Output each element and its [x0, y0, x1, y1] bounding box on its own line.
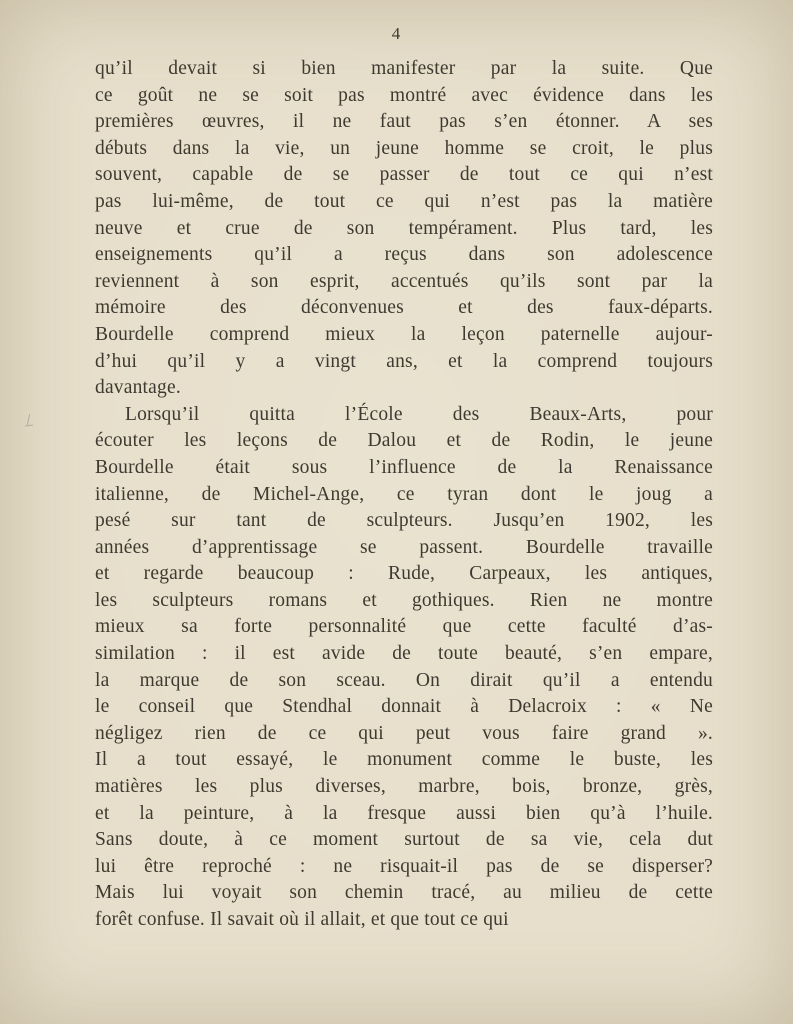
text-line: pas lui-même, de tout ce qui n’est pas la matière — [95, 190, 713, 212]
text-line: ce goût ne se soit pas montré avec évidence dans les — [95, 84, 713, 106]
margin-pencil-mark — [24, 414, 36, 430]
text-line: souvent, capable de se passer de tout ce qui n’est — [95, 164, 713, 186]
text-line: Il a tout essayé, le monument comme le buste, les — [95, 749, 713, 771]
text-line: d’hui qu’il y a vingt ans, et la comprend toujours — [95, 350, 713, 372]
paragraph — [95, 56, 713, 402]
text-line: italienne, de Michel-Ange, ce tyran dont le joug a — [95, 483, 713, 505]
text-line: négligez rien de ce qui peut vous faire grand ». — [95, 722, 713, 744]
text-line: débuts dans la vie, un jeune homme se croit, le plus — [95, 137, 713, 159]
text-line: écouter les leçons de Dalou et de Rodin, le jeune — [95, 430, 713, 452]
paragraph — [95, 402, 713, 934]
text-line: mieux sa forte personnalité que cette faculté d’as- — [95, 616, 713, 638]
text-line: la marque de son sceau. On dirait qu’il a entendu — [95, 669, 713, 691]
text-line: années d’apprentissage se passent. Bourdelle travaille — [95, 536, 713, 558]
text-line: mémoire des déconvenues et des faux-départs. — [95, 297, 713, 319]
text-line: Bourdelle était sous l’influence de la Renaissance — [95, 456, 713, 478]
page-number: 4 — [391, 24, 402, 43]
text-line: lui être reproché : ne risquait-il pas de se disperser? — [95, 855, 713, 877]
text-line: forêt confuse. Il savait où il allait, et que tout ce qui — [95, 909, 509, 930]
text-line: neuve et crue de son tempérament. Plus tard, les — [95, 217, 713, 239]
text-line: les sculpteurs romans et gothiques. Rien ne montre — [95, 589, 713, 611]
text-line: similation : il est avide de toute beauté, s’en empare, — [95, 643, 713, 665]
text-line: qu’il devait si bien manifester par la suite. Que — [95, 58, 713, 79]
text-line: et la peinture, à la fresque aussi bien qu’à l’huile. — [95, 802, 713, 824]
text-line: pesé sur tant de sculpteurs. Jusqu’en 1902, les — [95, 510, 713, 532]
text-block — [95, 56, 713, 934]
text-line: Bourdelle comprend mieux la leçon paternelle aujour- — [95, 323, 713, 345]
text-line: premières œuvres, il ne faut pas s’en étonner. A ses — [95, 111, 713, 133]
text-line: reviennent à son esprit, accentués qu’ils sont par la — [95, 270, 713, 292]
text-line: Sans doute, à ce moment surtout de sa vie, cela dut — [95, 829, 713, 851]
text-line: Lorsqu’il quitta l’École des Beaux-Arts, pour — [125, 403, 713, 425]
text-line: Mais lui voyait son chemin tracé, au milieu de cette — [95, 882, 713, 904]
text-line: le conseil que Stendhal donnait à Delacroix : « Ne — [95, 696, 713, 718]
text-line: et regarde beaucoup : Rude, Carpeaux, les antiques, — [95, 563, 713, 585]
text-line: davantage. — [95, 377, 181, 399]
text-line: enseignements qu’il a reçus dans son adolescence — [95, 244, 713, 266]
text-line: matières les plus diverses, marbre, bois, bronze, grès, — [95, 776, 713, 798]
